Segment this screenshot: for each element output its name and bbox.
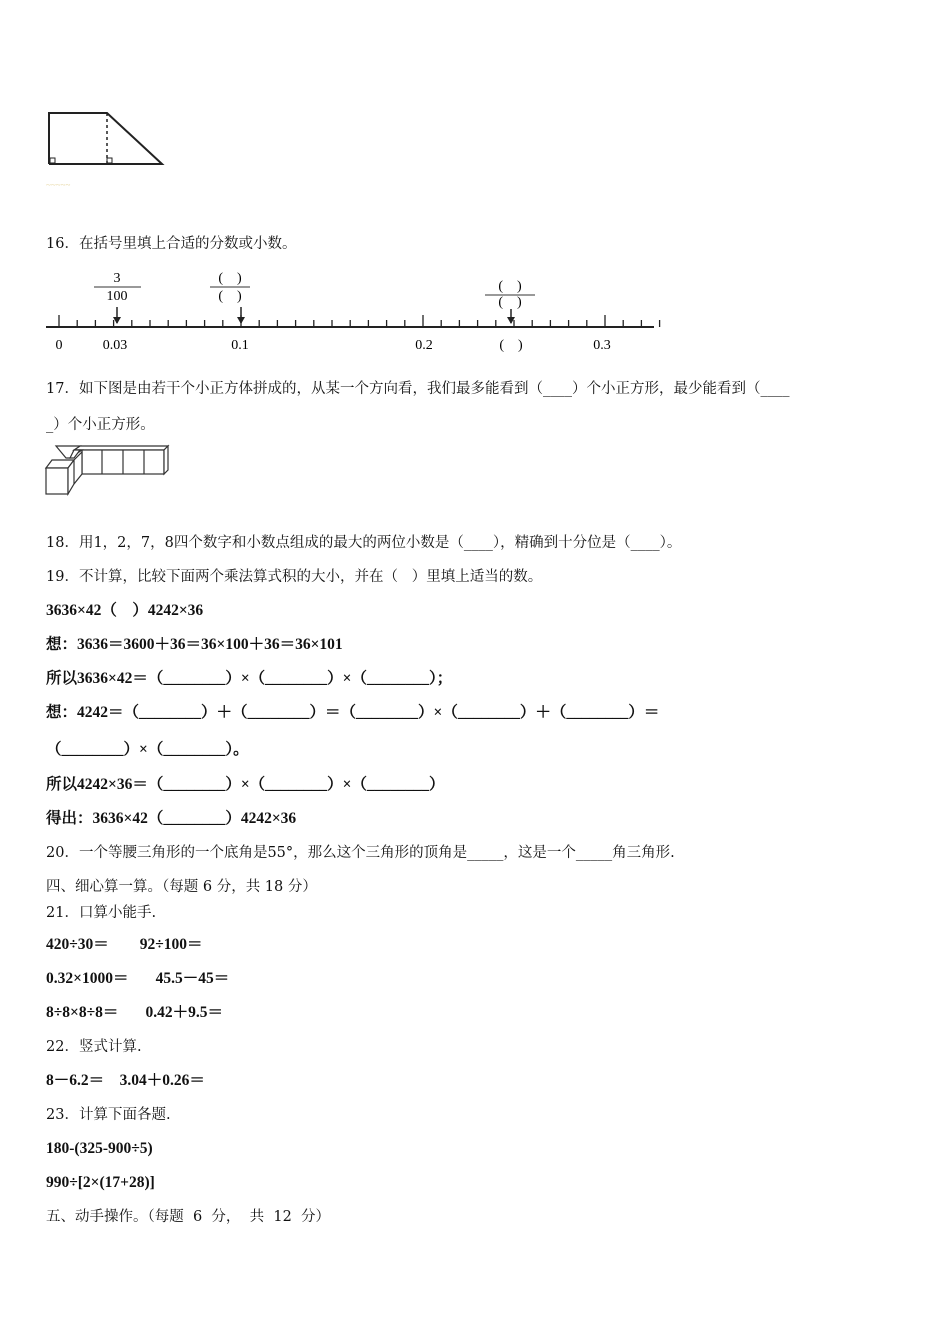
q21-row: 8÷8×8÷8＝ 0.42＋9.5＝: [46, 1004, 223, 1021]
q21-row: 0.32×1000＝ 45.5－45＝: [46, 970, 230, 987]
q19-line: 3636×42（ ）4242×36: [46, 602, 204, 619]
q19-line: （________）×（________）。: [46, 741, 249, 758]
svg-text:( ): ( ): [218, 289, 242, 304]
number-line: [40, 265, 670, 360]
q22-row: 8－6.2＝ 3.04＋0.26＝: [46, 1072, 205, 1089]
label-0: 0: [55, 338, 63, 353]
label-0.3: 0.3: [593, 338, 611, 353]
q19-line: 想：4242＝（________）＋（________）＝（________）×（________）＋（________）＝: [46, 704, 660, 721]
label-blank: ( ): [499, 338, 523, 353]
fraction-numerator: 3: [113, 271, 121, 286]
q23-row: 990÷[2×(17+28)]: [46, 1174, 155, 1191]
trapezoid-figure: [40, 100, 180, 195]
question-18: 18．用1，2，7，8四个数字和小数点组成的最大的两位小数是（____），精确到十分位是（____）。: [46, 535, 682, 551]
svg-text:( ): ( ): [218, 271, 242, 286]
q19-line: 想：3636＝3600＋36＝36×100＋36＝36×101: [46, 636, 343, 653]
fraction-denominator: 100: [106, 289, 128, 304]
question-17-cont: _）个小正方形。: [46, 417, 155, 433]
question-21: 21．口算小能手.: [46, 905, 157, 921]
question-17: 17．如下图是由若干个小正方体拼成的，从某一个方向看，我们最多能看到（____）个小正方形，最少能看到（____: [46, 381, 790, 397]
label-0.2: 0.2: [415, 338, 433, 353]
question-22: 22．竖式计算.: [46, 1039, 142, 1055]
question-19: 19．不计算，比较下面两个乘法算式积的大小，并在（ ）里填上适当的数。: [46, 569, 543, 585]
section-4-title: 四、细心算一算。（每题 6 分，共 18 分）: [46, 879, 317, 895]
q21-row: 420÷30＝ 92÷100＝: [46, 936, 203, 953]
label-0.03: 0.03: [102, 338, 128, 353]
q19-line: 所以4242×36＝（________）×（________）×（________）: [46, 776, 445, 793]
q19-line: 得出：3636×42（________）4242×36: [46, 810, 297, 827]
svg-text:( ): ( ): [498, 295, 522, 310]
label-0.1: 0.1: [231, 338, 249, 353]
question-20: 20．一个等腰三角形的一个底角是55°，那么这个三角形的顶角是_____，这是一个_____角三角形.: [46, 845, 675, 861]
question-23: 23．计算下面各题.: [46, 1107, 171, 1123]
question-16: 16．在括号里填上合适的分数或小数。: [46, 236, 297, 252]
q19-line: 所以3636×42＝（________）×（________）×（________）；: [46, 670, 453, 687]
section-5-title: 五、动手操作。（每题 6 分， 共 12 分）: [46, 1209, 331, 1225]
svg-text:~~~~~: ~~~~~: [46, 180, 71, 190]
svg-text:( ): ( ): [498, 279, 522, 294]
q23-row: 180-(325-900÷5): [46, 1140, 153, 1157]
cubes-figure: [44, 444, 170, 498]
